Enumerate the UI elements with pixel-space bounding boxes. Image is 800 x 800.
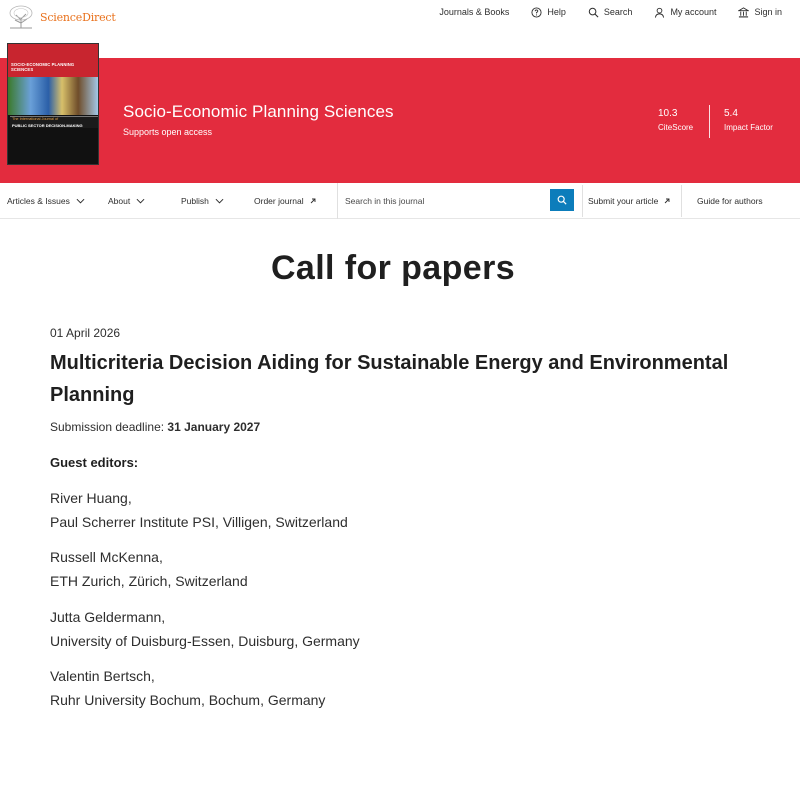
- journal-banner: [0, 58, 800, 183]
- cover-subtitle-line1: The International Journal of: [12, 117, 59, 121]
- guide-for-authors-link[interactable]: [697, 196, 763, 206]
- impact-factor-value: 5.4: [724, 108, 738, 119]
- nav-divider: [681, 185, 682, 217]
- journal-title[interactable]: Socio-Economic Planning Sciences: [123, 102, 394, 121]
- call-headline: Multicriteria Decision Aiding for Sustainable Energy and Environmental Planning: [50, 352, 729, 406]
- publication-date: 01 April 2026: [50, 326, 121, 340]
- help-label: Help: [547, 7, 566, 17]
- search-icon: [557, 195, 567, 205]
- citescore-value: 10.3: [658, 108, 678, 119]
- editor-affiliation: University of Duisburg-Essen, Duisburg, Germany: [50, 633, 360, 649]
- impact-factor-metric[interactable]: [724, 108, 773, 132]
- deadline-label: Submission deadline:: [50, 420, 165, 434]
- search-label: Search: [603, 7, 633, 17]
- editor-affiliation: Ruhr University Bochum, Bochum, Germany: [50, 692, 326, 708]
- editor-name: Jutta Geldermann,: [50, 609, 166, 625]
- chevron-down-icon: [136, 198, 145, 204]
- my-account-link[interactable]: [654, 7, 716, 18]
- cover-title: SOCIO-ECONOMIC PLANNING SCIENCES: [11, 62, 75, 72]
- submit-article-label: Submit your article: [588, 196, 659, 206]
- editor-name: Valentin Bertsch,: [50, 668, 155, 684]
- editor-entry: [50, 664, 750, 712]
- editor-affiliation: Paul Scherrer Institute PSI, Villigen, Switzerland: [50, 514, 348, 530]
- my-account-label: My account: [670, 7, 717, 17]
- external-link-icon: [664, 198, 670, 204]
- editor-entry: [50, 545, 750, 593]
- cover-subtitle-line2: PUBLIC SECTOR DECISION-MAKING: [12, 123, 83, 128]
- journals-books-link[interactable]: [439, 7, 509, 17]
- institution-icon: [738, 7, 749, 18]
- editor-affiliation: ETH Zurich, Zürich, Switzerland: [50, 573, 248, 589]
- cover-photo: [8, 77, 98, 115]
- publish-label: Publish: [181, 196, 209, 206]
- articles-issues-menu[interactable]: [7, 196, 85, 206]
- about-menu[interactable]: [108, 196, 145, 206]
- open-access-note: Supports open access: [123, 127, 213, 137]
- journal-search: [337, 183, 577, 219]
- submit-article-link[interactable]: [588, 196, 670, 206]
- about-label: About: [108, 196, 131, 206]
- page-title: Call for papers: [270, 249, 516, 287]
- top-navigation: [439, 5, 782, 19]
- journal-cover-image[interactable]: [7, 43, 99, 165]
- editor-name: Russell McKenna,: [50, 549, 163, 565]
- help-link[interactable]: [531, 7, 566, 18]
- guest-editors-heading: Guest editors:: [50, 455, 139, 470]
- deadline-value: 31 January 2027: [167, 420, 261, 434]
- brand-name: ScienceDirect: [40, 10, 116, 24]
- editor-name: River Huang,: [50, 490, 132, 506]
- submission-deadline: [50, 420, 260, 434]
- cover-header-band: [8, 44, 98, 77]
- nav-divider: [582, 185, 583, 217]
- editor-entry: [50, 605, 750, 653]
- order-journal-label: Order journal: [254, 196, 304, 206]
- citescore-metric[interactable]: [658, 108, 693, 132]
- guide-for-authors-label: Guide for authors: [697, 196, 763, 206]
- search-link[interactable]: [588, 7, 633, 18]
- sign-in-label: Sign in: [754, 7, 782, 17]
- journals-books-label: Journals & Books: [439, 7, 510, 17]
- editor-entry: [50, 486, 750, 534]
- elsevier-tree-icon: [6, 4, 36, 30]
- help-icon: [531, 7, 542, 18]
- account-icon: [654, 7, 665, 18]
- articles-issues-label: Articles & Issues: [7, 196, 70, 206]
- sciencedirect-logo[interactable]: [6, 4, 116, 30]
- impact-factor-label: Impact Factor: [724, 123, 773, 132]
- journal-search-button[interactable]: [550, 189, 574, 211]
- site-header: [0, 0, 800, 58]
- citescore-label: CiteScore: [658, 123, 694, 132]
- journal-search-input[interactable]: [345, 192, 545, 210]
- metric-divider: [709, 105, 710, 138]
- sign-in-link[interactable]: [738, 7, 782, 18]
- search-icon: [588, 7, 599, 18]
- order-journal-link[interactable]: [254, 196, 316, 206]
- external-link-icon: [310, 198, 316, 204]
- chevron-down-icon: [215, 198, 224, 204]
- journal-navigation: [0, 183, 800, 219]
- publish-menu[interactable]: [181, 196, 224, 206]
- chevron-down-icon: [76, 198, 85, 204]
